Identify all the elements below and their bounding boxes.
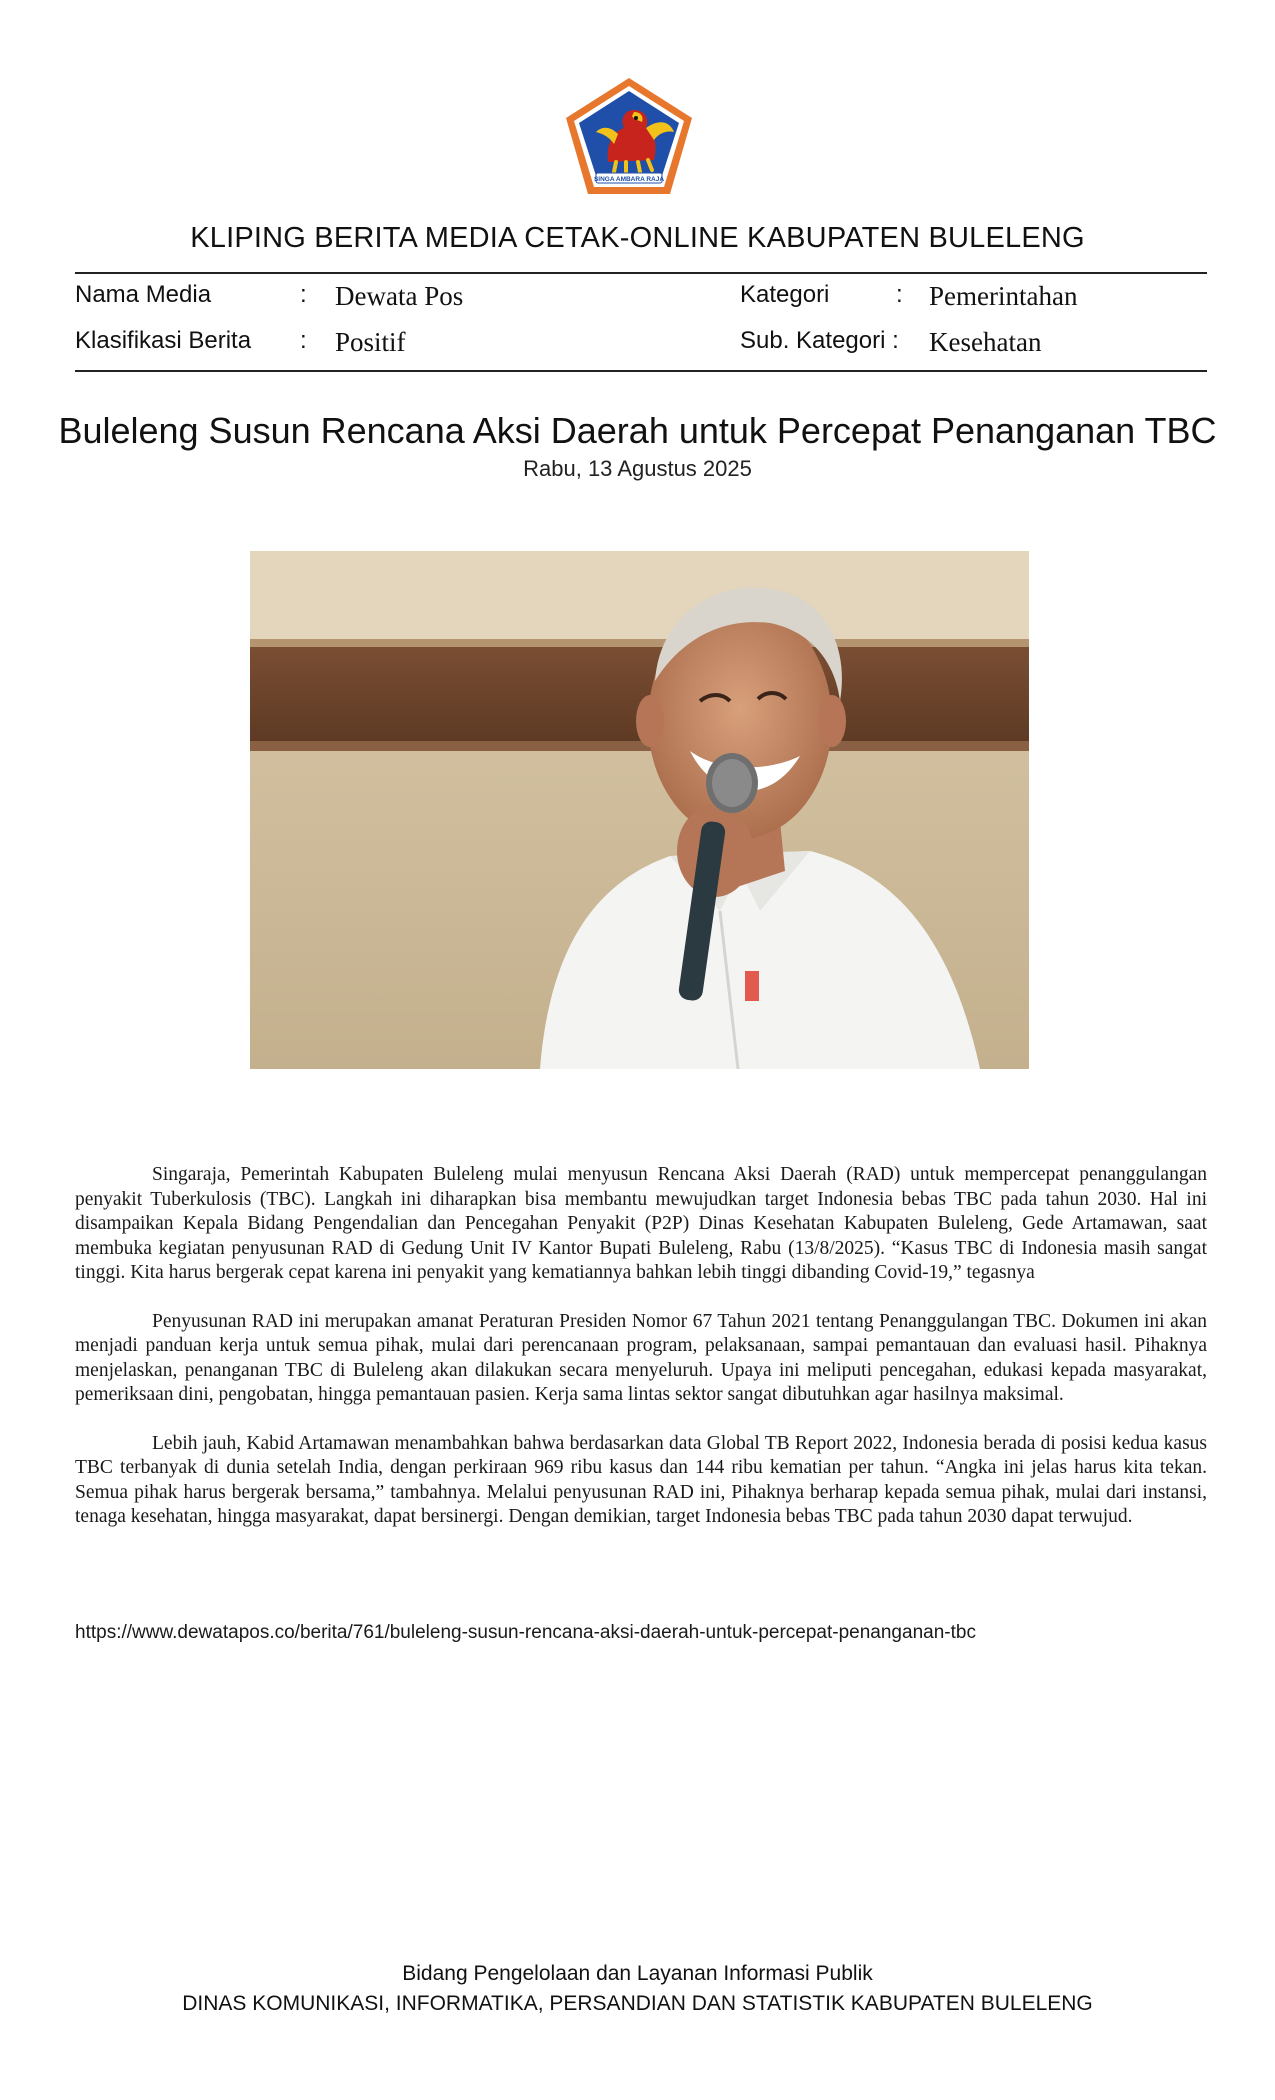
article-title: Buleleng Susun Rencana Aksi Daerah untuk Percepat Penanganan TBC (58, 410, 1217, 451)
footer-department: Bidang Pengelolaan dan Layanan Informasi Publik (402, 1962, 873, 1985)
sub-kategori-label: Sub. Kategori : (740, 327, 899, 354)
article-date: Rabu, 13 Agustus 2025 (523, 456, 752, 481)
source-link[interactable]: https://www.dewatapos.co/berita/761/buleleng-susun-rencana-aksi-daerah-untuk-percepat-penanganan-tbc (75, 1622, 976, 1643)
buleleng-logo (562, 74, 696, 198)
kategori-value: Pemerintahan (929, 281, 1078, 311)
article-paragraph: Lebih jauh, Kabid Artamawan menambahkan bahwa berdasarkan data Global TB Report 2022, Indonesia berada di posisi kedua kasus TBC terbanyak di dunia setelah India, dengan perkiraan 969 ribu kasus dan 144 ribu kematian per tahun. “Angka ini jelas harus kita tekan. Semua pihak harus bergerak bersama,” tambahnya. Melalui penyusunan RAD ini, Pihaknya berharap kepada semua pihak, mulai dari instansi, tenaga kesehatan, hingga masyarakat, dapat bersinergi. Dengan demikian, target Indonesia bebas TBC pada tahun 2030 dapat terwujud. (75, 1432, 1207, 1527)
klasifikasi-value: Positif (335, 327, 406, 357)
footer-agency: DINAS KOMUNIKASI, INFORMATIKA, PERSANDIAN DAN STATISTIK KABUPATEN BULELENG (182, 1992, 1093, 2015)
nama-media-label: Nama Media (75, 281, 212, 308)
article-photo (250, 551, 1029, 1069)
klasifikasi-colon: : (300, 327, 307, 354)
klasifikasi-label: Klasifikasi Berita (75, 327, 252, 354)
divider-top (75, 272, 1207, 274)
nama-media-colon: : (300, 281, 307, 308)
kategori-colon: : (896, 281, 903, 308)
nama-media-value: Dewata Pos (335, 281, 464, 311)
article-paragraph: Penyusunan RAD ini merupakan amanat Peraturan Presiden Nomor 67 Tahun 2021 tentang Penanggulangan TBC. Dokumen ini akan menjadi panduan kerja untuk semua pihak, mulai dari perencanaan program, pelaksanaan, sampai pemantauan dan evaluasi hasil. Pihaknya menjelaskan, penanganan TBC di Buleleng akan dilakukan secara menyeluruh. Upaya ini meliputi pencegahan, edukasi kepada masyarakat, pemeriksaan dini, pengobatan, hingga pemantauan pasien. Kerja sama lintas sektor sangat dibutuhkan agar hasilnya maksimal. (75, 1310, 1207, 1405)
sub-kategori-value: Kesehatan (929, 327, 1042, 357)
article-body (75, 1163, 1207, 1554)
clipping-header-title: KLIPING BERITA MEDIA CETAK-ONLINE KABUPATEN BULELENG (190, 222, 1085, 254)
article-paragraph: Singaraja, Pemerintah Kabupaten Buleleng mulai menyusun Rencana Aksi Daerah (RAD) untuk mempercepat penanggulangan penyakit Tuberkulosis (TBC). Langkah ini diharapkan bisa membantu mewujudkan target Indonesia bebas TBC pada tahun 2030. Hal ini disampaikan Kepala Bidang Pengendalian dan Pencegahan Penyakit (P2P) Dinas Kesehatan Kabupaten Buleleng, Gede Artamawan, saat membuka kegiatan penyusunan RAD di Gedung Unit IV Kantor Bupati Buleleng, Rabu (13/8/2025). “Kasus TBC di Indonesia masih sangat tinggi. Kita harus bergerak cepat karena ini penyakit yang kematiannya bahkan lebih tinggi dibanding Covid-19,” tegasnya (75, 1164, 1207, 1283)
divider-bottom (75, 370, 1207, 372)
kategori-label: Kategori (740, 281, 830, 308)
svg-text:SINGA AMBARA RAJA: SINGA AMBARA RAJA (593, 176, 665, 183)
